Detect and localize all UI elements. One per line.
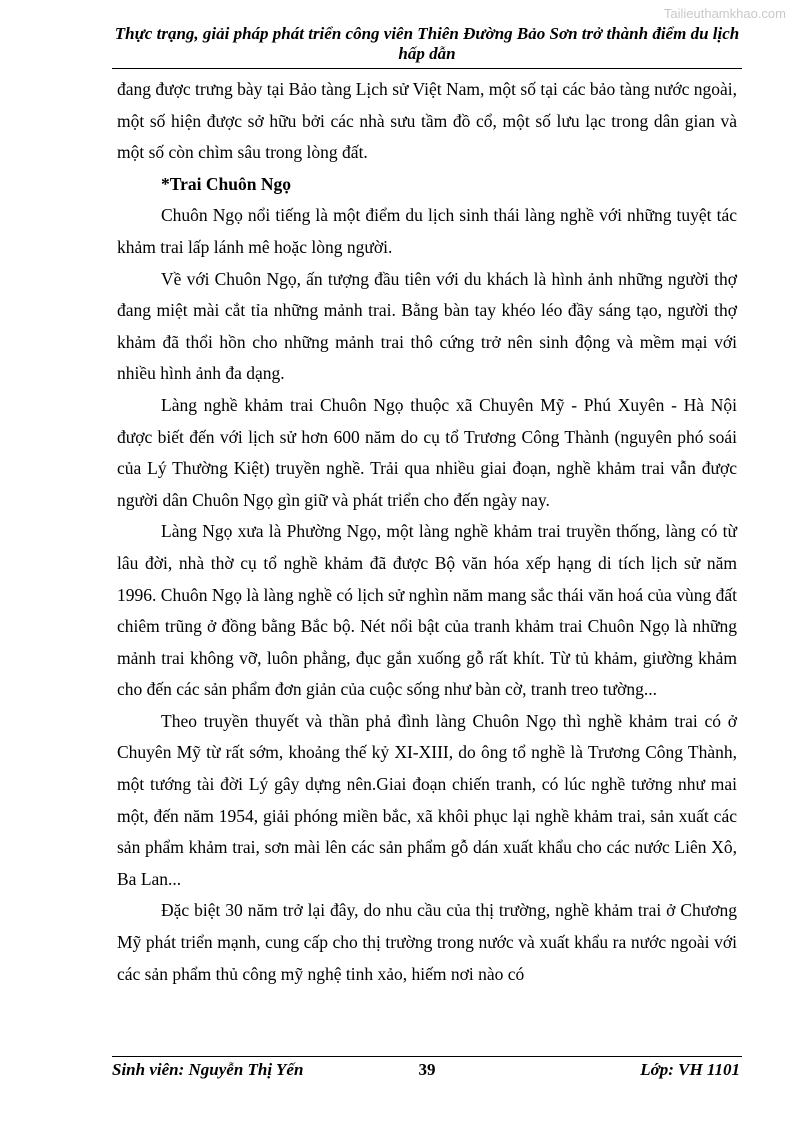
paragraph-continuation: đang được trưng bày tại Bảo tàng Lịch sử Việt Nam, một số tại các bảo tàng nước ngoài, một số hiện được sở hữu bởi các nhà sưu tầm đồ cổ, một số lưu lạc trong dân gian và một số còn chìm sâu trong lòng đất. (117, 79, 737, 163)
document-body (117, 74, 737, 990)
page-footer (112, 1060, 742, 1084)
section-heading: *Trai Chuôn Ngọ (161, 173, 291, 194)
paragraph: Làng nghề khảm trai Chuôn Ngọ thuộc xã Chuyên Mỹ - Phú Xuyên - Hà Nội được biết đến với lịch sử hơn 600 năm do cụ tổ Trương Công Thành (nguyên phó soái của Lý Thường Kiệt) truyền nghề. Trải qua nhiều giai đoạn, nghề khảm trai vẫn được người dân Chuôn Ngọ gìn giữ và phát triển cho đến ngày nay. (117, 394, 737, 510)
page-header-title: Thực trạng, giải pháp phát triển công viên Thiên Đường Bảo Sơn trở thành điểm du lịch hấp dẫn (114, 24, 740, 63)
watermark: Tailieuthamkhao.com (663, 6, 786, 21)
paragraph: Theo truyền thuyết và thần phả đình làng Chuôn Ngọ thì nghề khảm trai có ở Chuyên Mỹ từ rất sớm, khoảng thế kỷ XI-XIII, do ông tổ nghề là Trương Công Thành, một tướng tài đời Lý gây dựng nên.Giai đoạn chiến tranh, có lúc nghề tưởng như mai một, đến năm 1954, giải phóng miền bắc, xã khôi phục lại nghề khảm trai, sản xuất các sản phẩm khảm trai, sơn mài lên các sản phẩm gỗ dán xuất khẩu cho các nước Liên Xô, Ba Lan... (117, 710, 737, 889)
paragraph: Chuôn Ngọ nổi tiếng là một điểm du lịch sinh thái làng nghề với những tuyệt tác khảm trai lấp lánh mê hoặc lòng người. (117, 205, 737, 257)
footer-student-name: Sinh viên: Nguyễn Thị Yến (112, 1060, 304, 1079)
footer-divider (112, 1056, 742, 1057)
page-number: 39 (418, 1060, 436, 1079)
paragraph: Về với Chuôn Ngọ, ấn tượng đầu tiên với du khách là hình ảnh những người thợ đang miệt mài cắt tỉa những mảnh trai. Bằng bàn tay khéo léo đầy sáng tạo, người thợ khảm đã thổi hồn cho những mảnh trai thô cứng trở nên sinh động và mềm mại với nhiều hình ảnh đa dạng. (117, 268, 737, 384)
footer-class: Lớp: VH 1101 (640, 1060, 740, 1079)
paragraph: Đặc biệt 30 năm trở lại đây, do nhu cầu của thị trường, nghề khảm trai ở Chương Mỹ phát triển mạnh, cung cấp cho thị trường trong nước và xuất khẩu ra nước ngoài với các sản phẩm thủ công mỹ nghệ tinh xảo, hiếm nơi nào có (117, 900, 737, 984)
header-divider (112, 68, 742, 69)
paragraph: Làng Ngọ xưa là Phường Ngọ, một làng nghề khảm trai truyền thống, làng có từ lâu đời, nhà thờ cụ tổ nghề khảm đã được Bộ văn hóa xếp hạng di tích lịch sử năm 1996. Chuôn Ngọ là làng nghề có lịch sử nghìn năm mang sắc thái văn hoá của vùng đất chiêm trũng ở đồng bằng Bắc bộ. Nét nổi bật của tranh khảm trai Chuôn Ngọ là những mảnh trai không vỡ, luôn phẳng, đục gắn xuống gỗ rất khít. Từ tủ khảm, giường khảm cho đến các sản phẩm đơn giản của cuộc sống như bàn cờ, tranh treo tường... (117, 521, 737, 700)
